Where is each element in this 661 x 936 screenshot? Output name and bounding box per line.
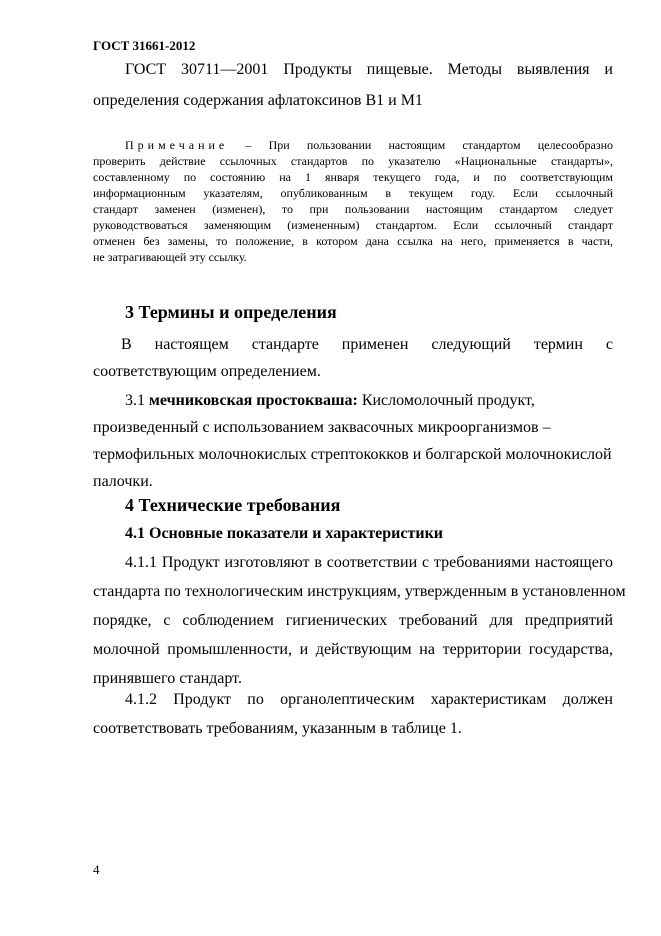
definition-text: Кисломолочный продукт, [357,392,535,409]
note-line: не затрагивающей эту ссылку. [93,250,247,264]
section-4-heading: 4 Технические требования [125,495,341,515]
note-label: Примечание [125,138,229,152]
note-line: отменен без замены, то положение, в котором дана ссылка на него, применяется в части, [93,234,613,248]
reference-line: определения содержания афлатоксинов В1 и М1 [93,92,423,109]
note-text: При пользовании настоящим стандартом целесообразно [268,138,613,152]
page-number: 4 [93,862,100,877]
paragraph-line: В настоящем стандарте применен следующий термин с [121,336,613,353]
paragraph-line: стандарта по технологическим инструкциям, утвержденным в установленном [93,583,626,600]
paragraph-line: 4.1.2 Продукт по органолептическим характеристикам должен [125,691,613,708]
note-line [93,137,613,153]
note-line: стандарт заменен (изменен), то при пользовании настоящим стандартом следует [93,202,613,216]
note-line: руководствоваться заменяющим (измененным) стандартом. Если ссылочный стандарт [93,218,613,232]
paragraph-line: произведенный с использованием заквасочных микроорганизмов – [93,419,551,436]
paragraph-line: соответствующим определением. [93,363,321,380]
reference-entry [93,57,613,113]
reference-line: ГОСТ 30711—2001 Продукты пищевые. Методы выявления и [125,61,613,78]
note-line: проверить действие ссылочных стандартов по указателю «Национальные стандарты», [93,154,613,168]
document-code-header: ГОСТ 31661-2012 [93,38,196,53]
paragraph-4-1-2 [93,685,613,743]
term-name: мечниковская простокваша: [149,392,358,409]
note-line: информационным указателям, опубликованным в текущем году. Если ссылочный [93,186,613,200]
paragraph-line [93,387,613,414]
paragraph-4-1-1 [93,548,626,693]
note-block [93,137,613,265]
paragraph-line: палочки. [93,473,153,490]
paragraph-line: принявшего стандарт. [93,670,242,687]
note-line: составленному по состоянию на 1 января текущего года, и по соответствующим [93,170,613,184]
note-dash: – [228,138,269,152]
term-number: 3.1 [125,392,149,409]
paragraph-line: соответствовать требованиям, указанным в таблице 1. [93,720,462,737]
section-3-heading: 3 Термины и определения [125,302,337,322]
paragraph-line: молочной промышленности, и действующим на территории государства, [93,641,613,658]
section-3-intro [93,331,613,385]
paragraph-line: порядке, с соблюдением гигиенических требований для предприятий [93,612,613,629]
subsection-4-1-heading: 4.1 Основные показатели и характеристики [125,525,444,542]
paragraph-line: термофильных молочнокислых стрептококков и болгарской молочнокислой [93,446,612,463]
paragraph-line: 4.1.1 Продукт изготовляют в соответствии с требованиями настоящего [125,554,613,571]
term-definition [93,387,613,495]
